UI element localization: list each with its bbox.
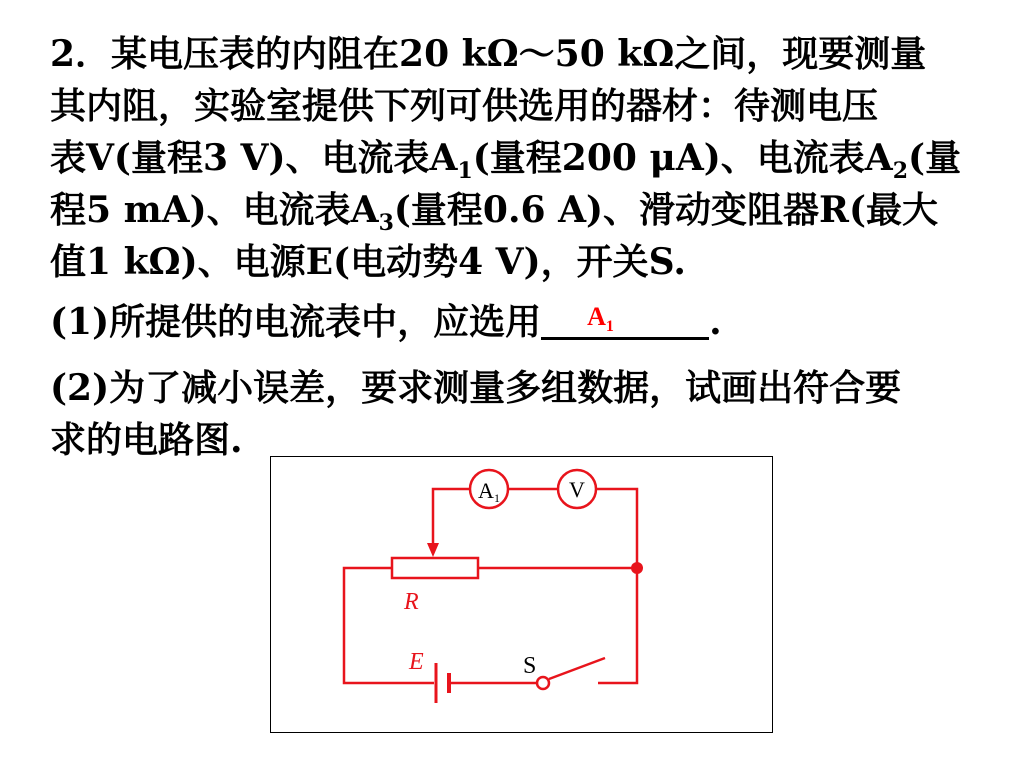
problem-text-fragment: (量程200 μA)、电流表A	[472, 137, 893, 179]
subscript: 1	[457, 158, 473, 184]
problem-line-5: 值1 kΩ)、电源E(电动势4 V)，开关S.	[50, 241, 686, 283]
circuit-wires	[344, 489, 637, 683]
problem-text-fragment: (量程0.6 A)、滑动变阻器R(最大	[393, 189, 939, 231]
circuit-diagram	[271, 457, 772, 732]
problem-line-2: 其内阻，实验室提供下列可供选用的器材：待测电压	[50, 85, 879, 127]
answer-main: A	[587, 302, 606, 331]
subscript: 2	[892, 158, 909, 184]
question-2-line-1: (2)为了减小误差，要求测量多组数据，试画出符合要	[50, 367, 902, 409]
wire-top-left	[433, 489, 470, 545]
slider-arrow-icon	[427, 543, 439, 557]
switch-label: S	[523, 653, 537, 679]
question-2-line-2: 求的电路图.	[50, 419, 243, 461]
wire-right-down	[598, 568, 637, 683]
switch-contact	[537, 677, 549, 689]
wire-top-right	[597, 489, 637, 569]
question-2	[50, 362, 1000, 466]
problem-line-4	[50, 184, 990, 236]
question-1-label: (1)所提供的电流表中，应选用	[50, 301, 542, 343]
answer-text	[587, 291, 614, 353]
subscript: 3	[378, 210, 394, 236]
voltmeter-label: V	[569, 477, 585, 502]
circuit-diagram-frame	[270, 456, 773, 733]
problem-statement	[50, 28, 990, 288]
switch-lever	[549, 658, 605, 679]
problem-text-fragment: 表V(量程3 V)、电流表A	[50, 137, 458, 179]
problem-line-3	[50, 132, 990, 184]
question-1	[50, 296, 722, 348]
junction-dot	[631, 562, 643, 574]
problem-text-fragment: 程5 mA)、电流表A	[50, 189, 379, 231]
ammeter-subscript: 1	[494, 491, 500, 505]
rheostat-label: R	[404, 589, 419, 615]
problem-line-1: 2．某电压表的内阻在20 kΩ～50 kΩ之间，现要测量	[50, 33, 927, 75]
problem-text-fragment: (量	[908, 137, 962, 179]
answer-blank	[541, 299, 709, 340]
answer-subscript: 1	[605, 318, 614, 335]
ammeter-label: A	[478, 478, 494, 503]
question-1-end: .	[709, 301, 722, 343]
source-label: E	[409, 649, 424, 675]
rheostat-body	[392, 558, 478, 578]
